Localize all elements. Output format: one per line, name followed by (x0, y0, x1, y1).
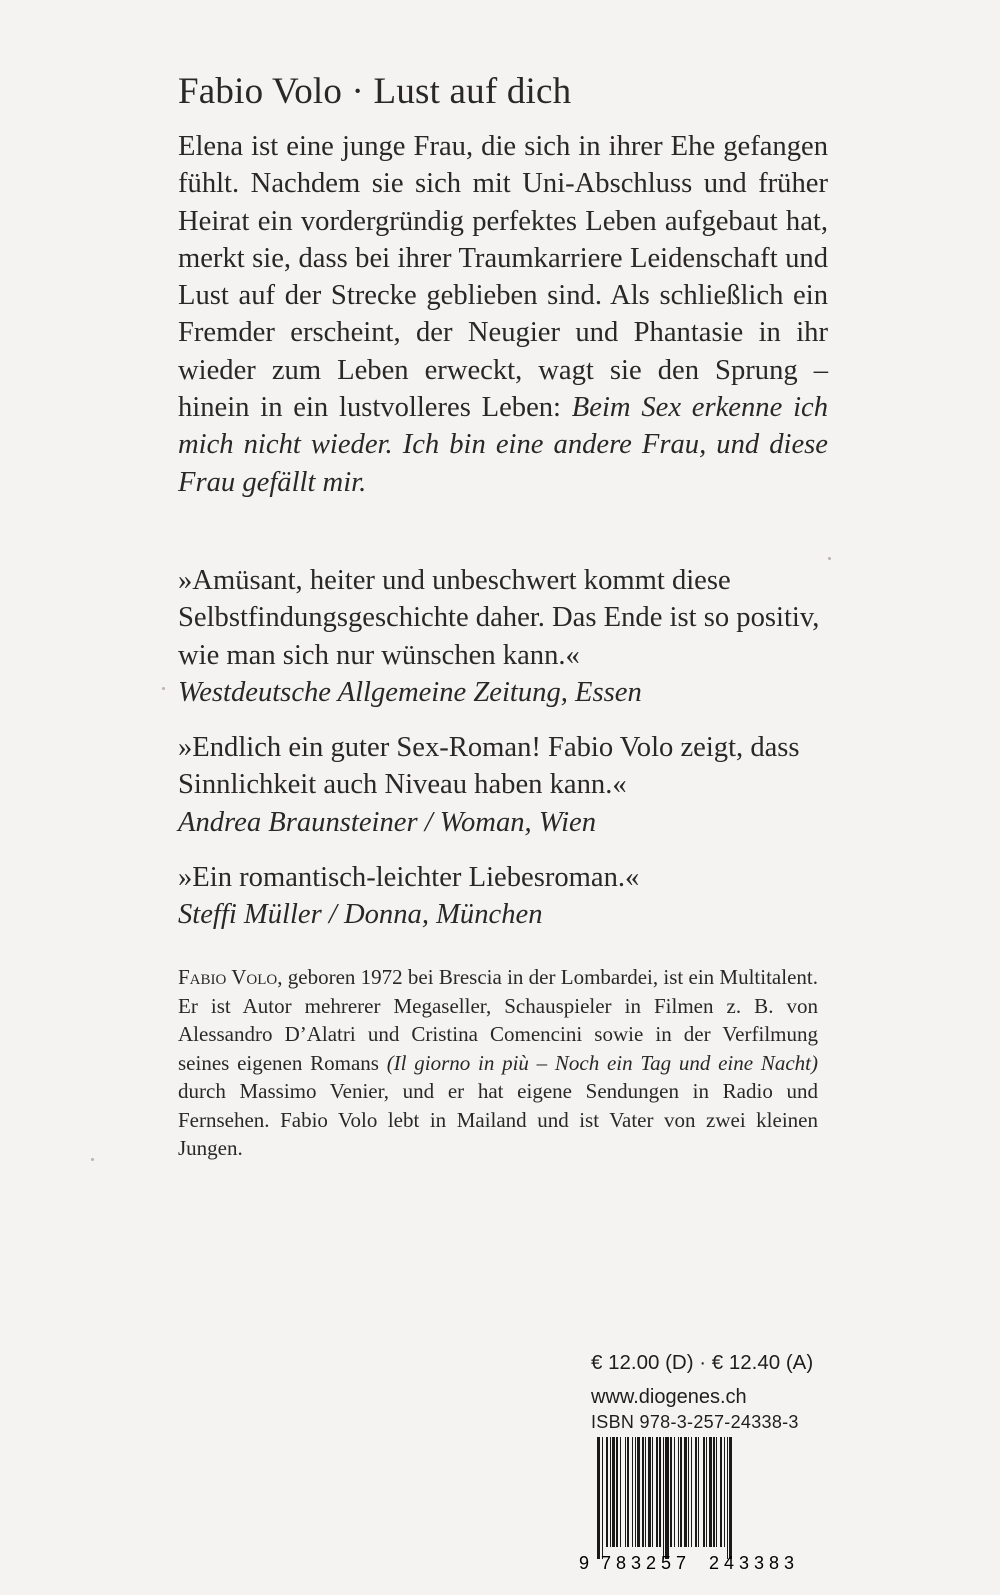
author-name: Fabio Volo (178, 965, 278, 989)
synopsis (178, 128, 828, 501)
barcode-bar (602, 1437, 603, 1559)
synopsis-text: Elena ist eine junge Frau, die sich in ihrer Ehe gefangen fühlt. Nachdem sie sich mit Uni-Abschluss und früher Heirat ein vordergründig perfektes Leben aufgebaut hat, merkt sie, dass bei ihrer Traumkarriere Leidenschaft und Lust auf der Strecke geblieben sind. Als schließlich ein Fremder erscheint, der Neugier und Phantasie in ihr wieder zum Leben erweckt, wagt sie den Sprung – hinein in ein lustvolleres Leben: (178, 131, 828, 424)
review-text: »Ein romantisch-leichter Liebesroman.« (178, 862, 640, 893)
barcode-bar (645, 1437, 646, 1547)
barcode-bar (695, 1437, 697, 1547)
review-quote-2 (178, 729, 828, 841)
barcode-bar (706, 1437, 707, 1547)
synopsis-excerpt: Beim Sex erkenne ich mich nicht wieder. Ich bin eine andere Frau, und diese Frau gefällt mir. (178, 392, 829, 498)
price-label: € 12.00 (D) · € 12.40 (A) (591, 1351, 814, 1374)
barcode-bar (616, 1437, 618, 1547)
barcode-bar (606, 1437, 608, 1547)
paper-speck (91, 1158, 94, 1161)
barcode-bar (691, 1437, 692, 1547)
barcode-bar (627, 1437, 629, 1547)
review-source: Andrea Braunsteiner / Woman, Wien (178, 806, 597, 838)
barcode-bar (625, 1437, 626, 1547)
review-source: Steffi Müller / Donna, München (178, 899, 543, 931)
barcode-bar (684, 1437, 687, 1547)
barcode-bar (610, 1437, 611, 1547)
paper-speck (162, 687, 165, 690)
paper-speck (828, 557, 831, 560)
barcode-bar (648, 1437, 651, 1547)
barcode-bar (670, 1437, 672, 1547)
barcode-bar (727, 1437, 728, 1559)
ean-barcode (577, 1437, 827, 1572)
barcode-bar (729, 1437, 732, 1559)
barcode-bar (597, 1437, 600, 1559)
barcode-bar (698, 1437, 699, 1547)
barcode-bar (674, 1437, 675, 1547)
film-title: (Il giorno in più – Noch ein Tag und eine Nacht) (386, 1050, 818, 1075)
publisher-url: www.diogenes.ch (591, 1386, 747, 1408)
barcode-bar (720, 1437, 722, 1547)
barcode-bar (665, 1437, 669, 1559)
barcode-bar (642, 1437, 644, 1547)
barcode-bar (612, 1437, 615, 1547)
book-title: Fabio Volo · Lust auf dich (178, 71, 572, 112)
bio-text-2: durch Massimo Venier, und er hat eigene Sendungen in Radio und Fernsehen. Fabio Volo lebt in Mailand und ist Vater von zwei kleinen Jungen. (178, 1079, 818, 1160)
barcode-bar (688, 1437, 689, 1547)
barcode-bar (635, 1437, 636, 1547)
barcode-bar (724, 1437, 725, 1547)
review-text: »Amüsant, heiter und unbeschwert kommt diese Selbstfindungsgeschichte daher. Das Ende ist so positiv, wie man sich nur wünschen kann.« (178, 565, 820, 671)
barcode-first-digit: 9 (579, 1553, 590, 1572)
barcode-bar (632, 1437, 633, 1547)
review-source: Westdeutsche Allgemeine Zeitung, Essen (178, 676, 642, 708)
barcode-bar (716, 1437, 717, 1547)
barcode-bar (703, 1437, 705, 1547)
barcode-bars (597, 1437, 732, 1559)
barcode-bar (652, 1437, 653, 1547)
barcode-bar (637, 1437, 640, 1547)
barcode-bar (659, 1437, 661, 1547)
barcode-bar (713, 1437, 715, 1547)
review-quote-3 (178, 859, 828, 934)
barcode-bar (620, 1437, 621, 1547)
barcode-right-digits: 243383 (709, 1553, 800, 1572)
barcode-left-digits: 783257 (601, 1553, 692, 1572)
barcode-bar (680, 1437, 682, 1547)
barcode-bar (678, 1437, 679, 1547)
isbn-label: ISBN 978-3-257-24338-3 (591, 1412, 799, 1432)
barcode-bar (663, 1437, 664, 1559)
review-text: »Endlich ein guter Sex-Roman! Fabio Volo zeigt, dass Sinnlichkeit auch Niveau haben kann.« (178, 732, 800, 801)
review-quote-1 (178, 562, 828, 711)
barcode-bar (656, 1437, 658, 1547)
author-bio (178, 963, 818, 1163)
bio-text-1: , geboren 1972 bei Brescia in der Lombardei, ist ein Multitalent. Er ist Autor mehrerer Megaseller, Schauspieler in Filmen z. B. von Alessandro D’Alatri und Cristina Comencini sowie in der Verfilmung seines eigenen Romans (178, 965, 818, 1075)
barcode-bar (709, 1437, 712, 1547)
